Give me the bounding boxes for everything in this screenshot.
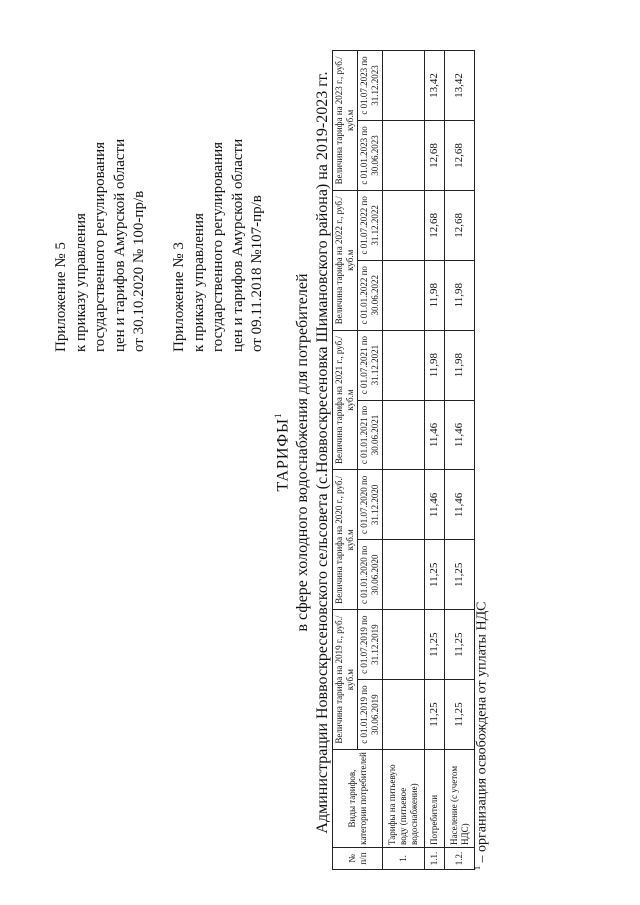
period-2022-h2: с 01.07.2022 по 31.12.2022: [358, 190, 383, 260]
period-2023-h1: с 01.01.2023 по 30.06.2023: [358, 120, 383, 190]
period-2019-h1: с 01.01.2019 по 30.06.2019: [358, 680, 383, 750]
row12-value: 13,42: [445, 51, 475, 121]
table-period-row: [358, 51, 383, 870]
row1-name: Тарифы на питьевую воду (питьевое водоснабжение): [383, 750, 425, 848]
document-title: [268, 0, 333, 905]
row11-value: 11,25: [425, 610, 445, 680]
appendix-3-block: [170, 52, 268, 352]
row11-value: 13,42: [425, 51, 445, 121]
row11-value: 12,68: [425, 190, 445, 260]
row12-value: 11,25: [445, 610, 475, 680]
row1-no: 1.: [383, 848, 425, 870]
appendix-3-line1: Приложение № 3: [171, 242, 187, 352]
row11-value: 11,46: [425, 400, 445, 470]
row11-value: 11,25: [425, 540, 445, 610]
period-2019-h2: с 01.07.2019 по 31.12.2019: [358, 610, 383, 680]
row12-value: 12,68: [445, 190, 475, 260]
row12-value: 11,25: [445, 680, 475, 750]
row11-value: 11,98: [425, 330, 445, 400]
appendix-3-line3: государственного регулирования: [210, 141, 226, 352]
row11-value: 11,98: [425, 260, 445, 330]
period-2023-h2: с 01.07.2023 по 31.12.2023: [358, 51, 383, 121]
footnote: [473, 602, 491, 870]
appendix-5-line5: от 30.10.2020 № 100-пр/в: [131, 190, 147, 352]
title-footnote-mark: 1: [273, 413, 283, 418]
row12-value: 12,68: [445, 120, 475, 190]
appendix-3-line5: от 09.11.2018 №107-пр/в: [249, 195, 265, 352]
appendix-3-line2: к приказу управления: [190, 213, 207, 352]
period-2021-h1: с 01.01.2021 по 30.06.2021: [358, 400, 383, 470]
footnote-mark: 1: [473, 866, 482, 870]
header-year-2022: Величина тарифа на 2022 г., руб./куб.м: [333, 190, 358, 330]
row11-no: 1.1.: [425, 848, 445, 870]
header-year-2019: Величина тарифа на 2019 г., руб./куб.м: [333, 610, 358, 750]
appendix-3-line4: цен и тарифов Амурской области: [229, 138, 246, 352]
row12-value: 11,46: [445, 400, 475, 470]
appendix-5-line4: цен и тарифов Амурской области: [111, 138, 128, 352]
row11-value: 11,46: [425, 470, 445, 540]
header-year-2020: Величина тарифа на 2020 г., руб./куб.м: [333, 470, 358, 610]
header-year-2023: Величина тарифа на 2023 г., руб./куб.м: [333, 51, 358, 191]
row11-name: Потребители: [425, 750, 445, 848]
period-2021-h2: с 01.07.2021 по 31.12.2021: [358, 330, 383, 400]
appendix-5-block: [52, 52, 150, 352]
table-row: [425, 51, 445, 870]
header-no: № п/п: [333, 848, 383, 870]
row12-value: 11,98: [445, 260, 475, 330]
row12-value: 11,98: [445, 330, 475, 400]
table-header-row: [333, 51, 358, 870]
title-line3: Администрации Новвоскресеновского сельсовета (с.Новвоскресеновка Шимановского района) на 2019-2023 гг.: [314, 71, 332, 834]
appendix-5-line2: к приказу управления: [72, 213, 89, 352]
title-main: ТАРИФЫ: [274, 417, 292, 492]
row12-value: 11,46: [445, 470, 475, 540]
period-2022-h1: с 01.01.2022 по 30.06.2022: [358, 260, 383, 330]
footnote-text: – организация освобождена от уплаты НДС: [474, 601, 490, 863]
row12-no: 1.2.: [445, 848, 475, 870]
table-row: [445, 51, 475, 870]
row11-value: 11,25: [425, 680, 445, 750]
row12-name: Население (с учетом НДС): [445, 750, 475, 848]
period-2020-h1: с 01.01.2020 по 30.06.2020: [358, 540, 383, 610]
header-type: Виды тарифов, категории потребителей: [333, 750, 383, 848]
tariff-table: [332, 50, 475, 870]
row12-value: 11,25: [445, 540, 475, 610]
row11-value: 12,68: [425, 120, 445, 190]
table-row: [383, 51, 425, 870]
header-year-2021: Величина тарифа на 2021 г., руб./куб.м: [333, 330, 358, 470]
period-2020-h2: с 01.07.2020 по 31.12.2020: [358, 470, 383, 540]
appendix-5-line3: государственного регулирования: [92, 141, 108, 352]
title-line2: в сфере холодного водоснабжения для потребителей: [294, 273, 312, 632]
appendix-5-line1: Приложение № 5: [53, 242, 69, 352]
